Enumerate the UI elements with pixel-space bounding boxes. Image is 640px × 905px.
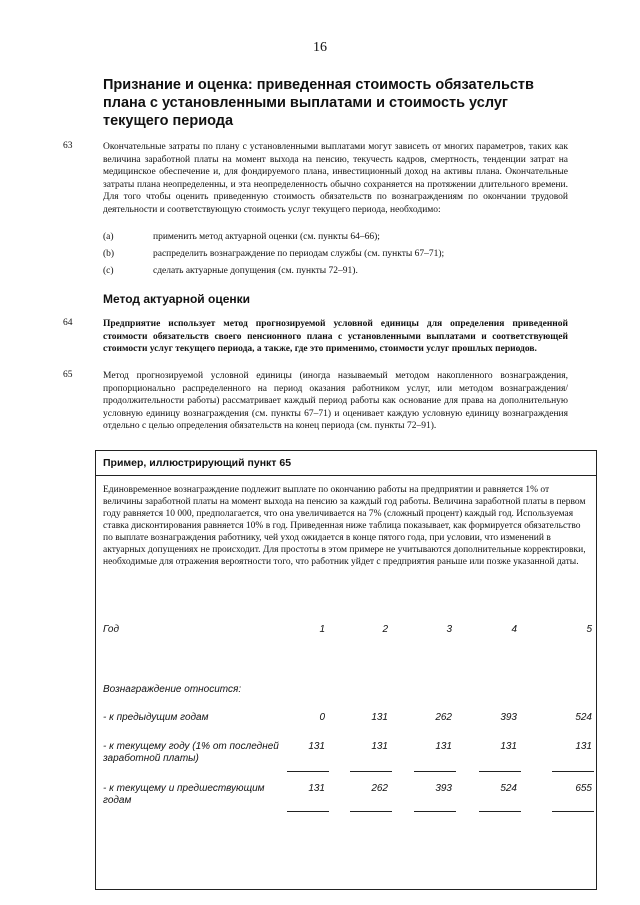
table-rule [552,811,594,812]
list-item-a-text: применить метод актуарной оценки (см. пункты 64–66); [153,232,380,242]
table-cell: 131 [308,783,325,794]
table-rule [350,771,392,772]
table-row-label: - к предыдущим годам [103,712,209,723]
paragraph-64-text: Предприятие использует метод прогнозируемой условной единицы для определения приведенной стоимости обязательств своего пенсионного плана с установленными выплатами и соответствующей стоимости услуг текущего периода, а также, где это применимо, стоимости услуг прошлых периодов. [103,319,568,354]
table-cell: 131 [575,741,592,752]
table-year-4: 4 [511,624,517,635]
paragraph-number-63: 63 [63,141,73,151]
subheading-actuarial-method: Метод актуарной оценки [103,292,251,306]
paragraph-number-64: 64 [63,318,73,328]
table-rule [414,771,456,772]
table-rule [479,771,521,772]
example-text: Единовременное вознаграждение подлежит выплате по окончанию работы на предприятии и равняется 1% от величины заработной платы на момент выхода на пенсию за каждый год работы. Величина заработной платы в первом году равняется 10 000, предполагается, что она увеличивается на 7% (сложный процент) каждый год. Используемая ставка дисконтирования равняется 10% в год. Приведенная ниже таблица показывает, как формируется обязательство по выплате вознаграждения работнику, чей уход ожидается в конце пятого года, при условии, что изменений в актуарных допущениях не происходит. Для простоты в этом примере не учитываются дополнительные корректировки, необходимые для отражения вероятности того, что работник уйдет с предприятия раньше или позже указанной даты. [103,485,586,567]
table-cell: 131 [371,741,388,752]
paragraph-65-text: Метод прогнозируемой условной единицы (иногда называемый методом накопленного вознаграждения, пропорционально распределенного на период оказания работником услуг, или методом вознаграждения/продолжительности работы) рассматривает каждый период работы как основание для права на дополнительную условную единицу вознаграждения (см. пункты 67–71) и оценивает каждую условную единицу вознаграждения отдельно с целью определения обязательств на конец периода (см. пункты 72–91). [103,371,568,431]
table-cell: 262 [371,783,388,794]
list-item-b-marker: (b) [103,249,115,259]
table-rule [414,811,456,812]
paragraph-63-text: Окончательные затраты по плану с установленными выплатами могут зависеть от многих параметров, таких как величина заработной платы на момент выхода на пенсию, текучесть кадров, смертность, тенденции затрат на медицинское обеспечение и, для фондируемого плана, инвестиционный доход на активы плана. Окончательные затраты плана неопределенны, и эта неопределенность обычно сохраняется на протяжении длительного времени. Для того чтобы оценить приведенную стоимость обязательств по вознаграждениям по окончании трудовой деятельности и соответствующую стоимость услуг текущего периода, необходимо: [103,142,568,215]
list-item-a-marker: (a) [103,232,114,242]
page-number: 16 [313,40,327,55]
table-cell: 524 [500,783,517,794]
table-section-label: Вознаграждение относится: [103,684,242,695]
table-rule [287,811,329,812]
table-rule [552,771,594,772]
table-cell: 393 [435,783,452,794]
table-cell: 262 [435,712,452,723]
table-row-label: - к текущему году (1% от последней заработной платы) [103,741,279,764]
table-rule [350,811,392,812]
table-year-3: 3 [446,624,452,635]
table-rule [479,811,521,812]
table-cell: 131 [435,741,452,752]
table-year-1: 1 [319,624,325,635]
table-cell: 0 [319,712,325,723]
list-item-c-marker: (c) [103,266,114,276]
example-title: Пример, иллюстрирующий пункт 65 [103,457,292,469]
list-item-b-text: распределить вознаграждение по периодам службы (см. пункты 67–71); [153,249,445,259]
table-cell: 393 [500,712,517,723]
table-cell: 131 [308,741,325,752]
table-year-2: 2 [382,624,388,635]
table-cell: 655 [575,783,592,794]
table-rule [287,771,329,772]
list-item-c-text: сделать актуарные допущения (см. пункты 72–91). [153,266,358,276]
table-cell: 131 [500,741,517,752]
section-title: Признание и оценка: приведенная стоимость обязательств плана с установленными выплатами и стоимость услуг текущего периода [103,77,534,129]
table-row-label: - к текущему и предшествующим годам [103,783,265,806]
paragraph-number-65: 65 [63,370,73,380]
table-cell: 131 [371,712,388,723]
table-cell: 524 [575,712,592,723]
table-year-label: Год [103,624,119,635]
table-year-5: 5 [586,624,592,635]
